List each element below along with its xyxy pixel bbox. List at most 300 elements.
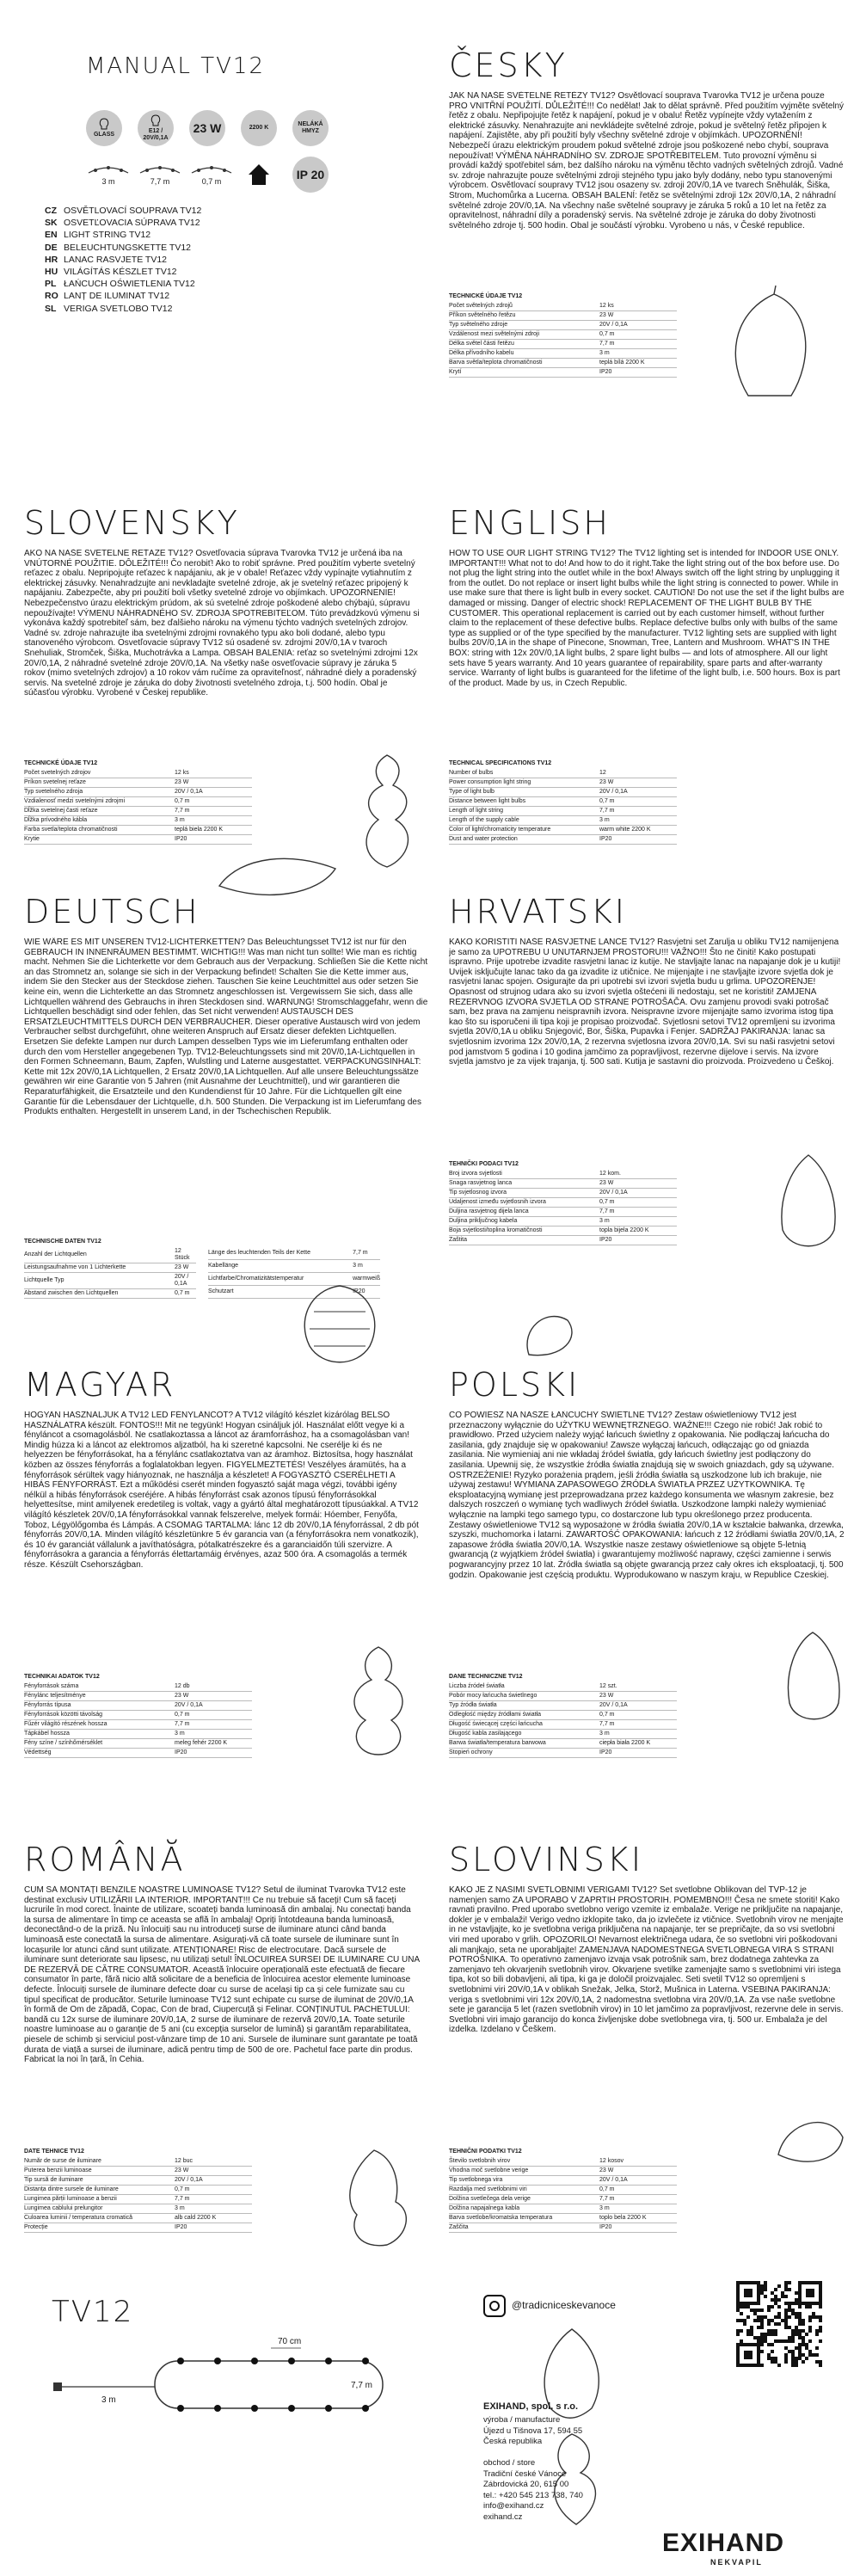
qr-module (771, 2329, 774, 2333)
bulb-illustration (340, 747, 434, 876)
spec-label: Odległość między źródłami światła (449, 1711, 599, 1720)
language-label: LANAC RASVJETE TV12 (64, 254, 168, 265)
language-item (45, 278, 201, 290)
qr-module (777, 2312, 781, 2315)
language-code: CZ (45, 206, 57, 216)
section-en (449, 506, 845, 845)
qr-module (784, 2319, 788, 2322)
spec-label: Vhodna moč svetlobne verige (449, 2167, 599, 2176)
qr-module (764, 2281, 767, 2284)
spec-label: Broj izvora svjetlosti (449, 1170, 599, 1179)
qr-module (798, 2353, 802, 2357)
spec-label: Védettség (24, 1749, 175, 1758)
qr-module (740, 2319, 743, 2322)
language-label: OSVETĽOVACIA SÚPRAVA TV12 (64, 218, 200, 229)
qr-module (795, 2315, 798, 2319)
spec-label: Príkon svetelnej reťaze (24, 778, 175, 788)
qr-module (815, 2329, 819, 2333)
qr-module (771, 2357, 774, 2360)
bulb-dot (362, 2358, 369, 2364)
language-label: ŁAŃCUCH OŚWIETLENIA TV12 (64, 279, 195, 290)
chain-length (138, 157, 182, 193)
qr-module (771, 2291, 774, 2295)
address-line: info@exihand.cz (483, 2501, 544, 2511)
qr-module (764, 2288, 767, 2291)
qr-module (819, 2364, 822, 2367)
qr-module (798, 2312, 802, 2315)
qr-module (795, 2291, 798, 2295)
qr-module (764, 2315, 767, 2319)
spec-row (24, 2157, 252, 2167)
qr-module (767, 2357, 771, 2360)
spec-label: Pobór mocy łańcucha świetlnego (449, 1692, 599, 1701)
spec-label: Tip svjetlosnog izvora (449, 1189, 599, 1198)
spec-row (24, 2204, 252, 2214)
spec-value: 23 W (599, 2167, 677, 2176)
spec-value: warm white 2200 K (599, 826, 677, 835)
qr-module (753, 2319, 757, 2322)
instagram-handle[interactable]: @tradicniceskevanoce (512, 2299, 616, 2311)
language-item (45, 266, 201, 278)
qr-module (784, 2295, 788, 2298)
spec-value: 23 W (175, 778, 252, 788)
address-line: výroba / manufacture (483, 2415, 561, 2425)
qr-module (760, 2288, 764, 2291)
spec-value: teplá biela 2200 K (175, 826, 252, 835)
spec-label: Typ źródła światła (449, 1701, 599, 1711)
icon-label: 0,7 m (201, 177, 222, 186)
spec-row (449, 816, 677, 826)
qr-module (764, 2333, 767, 2336)
address-line: exihand.cz (483, 2511, 523, 2522)
spec-label: Dĺžka svetelnej časti reťaze (24, 807, 175, 816)
spec-row (449, 2195, 677, 2204)
qr-module (808, 2305, 812, 2309)
qr-module (795, 2312, 798, 2315)
section-de (24, 895, 428, 1299)
spec-row (449, 1189, 677, 1198)
spec-row (24, 2214, 252, 2223)
qr-module (760, 2319, 764, 2322)
qr-module (791, 2360, 795, 2364)
bulb-dot (288, 2358, 295, 2364)
spec-value: 3 m (599, 2204, 677, 2214)
spec-label: Dolžina napajalnega kabla (449, 2204, 599, 2214)
spec-value: 7,7 m (599, 1208, 677, 1217)
qr-module (808, 2326, 812, 2329)
section-title: DEUTSCH (24, 893, 200, 931)
spec-row (449, 788, 677, 797)
bulb-dot (251, 2405, 258, 2412)
power-badge (189, 110, 225, 146)
qr-module (760, 2343, 764, 2346)
qr-module (757, 2336, 760, 2339)
qr-module (795, 2357, 798, 2360)
qr-module (760, 2364, 764, 2367)
qr-module (777, 2339, 781, 2343)
qr-module (795, 2329, 798, 2333)
qr-module (753, 2312, 757, 2315)
table-title: TEHNIČKI PODACI TV12 (449, 1161, 519, 1167)
qr-module (784, 2357, 788, 2360)
cable-length (86, 157, 131, 193)
icon-label: E12 / 20V/0,1A (143, 128, 169, 141)
spec-value: 12 (599, 769, 677, 778)
qr-module (798, 2333, 802, 2336)
spec-label: Vzdialenosť medzi svetelnými zdrojmi (24, 797, 175, 807)
language-label: LIGHT STRING TV12 (64, 230, 151, 241)
qr-module (781, 2295, 784, 2298)
spec-value: 20V / 0,1A (175, 2176, 252, 2186)
spec-label: Barwa światła/temperatura barwowa (449, 1739, 599, 1749)
spec-label: Abstand zwischen den Lichtquellen (24, 1289, 175, 1299)
spec-value: IP20 (175, 1749, 252, 1758)
spec-label: Liczba źródeł światła (449, 1682, 599, 1692)
qr-module (740, 2312, 743, 2315)
qr-module (802, 2322, 805, 2326)
qr-module (764, 2284, 767, 2288)
qr-module (767, 2343, 771, 2346)
spec-label: Duljina rasvjetnog dijela lanca (449, 1208, 599, 1217)
spec-table (449, 1170, 677, 1245)
spec-row (24, 1289, 196, 1299)
spec-label: Farba svetla/teplota chromatičnosti (24, 826, 175, 835)
qr-module (791, 2364, 795, 2367)
spec-label: Lichtquelle Typ (24, 1273, 175, 1289)
qr-module (743, 2319, 746, 2322)
qr-module (798, 2350, 802, 2353)
spacing-label: 70 cm (278, 2337, 302, 2346)
qr-module (805, 2333, 808, 2336)
qr-module (798, 2346, 802, 2350)
spec-label: Color of light/chromaticity temperature (449, 826, 599, 835)
qr-finder-center (806, 2289, 814, 2297)
spec-table (24, 1247, 196, 1299)
qr-module (784, 2281, 788, 2284)
spec-row (24, 816, 252, 826)
spec-value: 20V / 0,1A (175, 788, 252, 797)
spec-value: 0,7 m (175, 2186, 252, 2195)
qr-module (750, 2309, 753, 2312)
qr-module (743, 2305, 746, 2309)
spec-label: Število svetlobnih virov (449, 2157, 599, 2167)
qr-module (753, 2336, 757, 2339)
spec-row (449, 1170, 677, 1179)
qr-module (791, 2329, 795, 2333)
language-code: PL (45, 279, 57, 290)
spec-value: 3 m (599, 816, 677, 826)
language-item (45, 205, 201, 217)
spec-row (24, 1749, 252, 1758)
spec-row (449, 2186, 677, 2195)
qr-code-icon[interactable] (736, 2281, 822, 2367)
qr-module (740, 2305, 743, 2309)
qr-module (746, 2329, 750, 2333)
spec-label: Délka světel části řetězu (449, 340, 599, 349)
house-icon (241, 157, 277, 193)
spec-value: 23 W (599, 1179, 677, 1189)
spec-value: 0,7 m (175, 1711, 252, 1720)
spec-value: 12 Stück (175, 1247, 196, 1263)
bulb-dot (325, 2358, 332, 2364)
qr-module (815, 2346, 819, 2350)
qr-module (795, 2302, 798, 2305)
language-code: SL (45, 303, 57, 314)
spec-table (449, 302, 677, 378)
icon-label: IP 20 (296, 168, 325, 181)
spec-value: 23 W (599, 1692, 677, 1701)
spec-row (24, 769, 252, 778)
spec-value: 7,7 m (353, 1247, 380, 1259)
qr-module (798, 2305, 802, 2309)
watt-bulb-icon-badge (138, 110, 174, 146)
spec-label: Długość świecącej części łańcucha (449, 1720, 599, 1730)
spec-value: 7,7 m (599, 2195, 677, 2204)
qr-module (757, 2326, 760, 2329)
spec-row (449, 302, 677, 311)
address-line: Újezd u Tišnova 17, 594 55 (483, 2425, 583, 2436)
spec-row (449, 349, 677, 359)
qr-module (795, 2346, 798, 2350)
spec-value: meleg fehér 2200 K (175, 1739, 252, 1749)
spec-label: Fény színe / színhőmérséklet (24, 1739, 175, 1749)
spec-label: Typ světelného zdroje (449, 321, 599, 330)
qr-module (767, 2309, 771, 2312)
icon-label: 3 m (101, 177, 115, 186)
language-label: BELEUCHTUNGSKETTE TV12 (64, 242, 192, 253)
qr-module (774, 2295, 777, 2298)
qr-module (774, 2302, 777, 2305)
qr-module (774, 2298, 777, 2302)
spec-label: Barva svetlobe/kromatska temperatura (449, 2214, 599, 2223)
qr-module (791, 2353, 795, 2357)
qr-module (760, 2291, 764, 2295)
spec-label: Udaljenost između svjetlosnih izvora (449, 1198, 599, 1208)
spec-label: Lungimea cablului prelungitor (24, 2204, 175, 2214)
section-title: MAGYAR (24, 1366, 176, 1404)
qr-module (746, 2333, 750, 2336)
spec-row (449, 1227, 677, 1236)
spec-table (449, 769, 677, 845)
qr-module (819, 2315, 822, 2319)
no-insects-badge (292, 110, 329, 146)
spec-row (24, 1720, 252, 1730)
qr-module (774, 2360, 777, 2364)
spec-value: 7,7 m (599, 340, 677, 349)
qr-module (788, 2288, 791, 2291)
bulb-dot (325, 2405, 332, 2412)
qr-module (791, 2350, 795, 2353)
spec-row (24, 2195, 252, 2204)
qr-module (757, 2315, 760, 2319)
diagram-title: TV12 (52, 2295, 134, 2329)
qr-module (798, 2315, 802, 2319)
language-label: VILÁGÍTÁS KÉSZLET TV12 (64, 267, 177, 278)
spec-value: 23 W (175, 2167, 252, 2176)
qr-module (784, 2312, 788, 2315)
qr-module (784, 2360, 788, 2364)
qr-module (808, 2339, 812, 2343)
qr-module (760, 2322, 764, 2326)
address-line: obchod / store (483, 2458, 536, 2468)
qr-module (802, 2329, 805, 2333)
language-code: RO (45, 291, 58, 302)
section-title: ČESKY (449, 46, 568, 84)
spec-row (24, 2186, 252, 2195)
table-title: TECHNICAL SPECIFICATIONS TV12 (449, 760, 552, 766)
qr-module (784, 2346, 788, 2350)
qr-module (798, 2343, 802, 2346)
qr-finder-center (744, 2351, 752, 2359)
spec-row (24, 807, 252, 816)
spec-label: Power consumption light string (449, 778, 599, 788)
language-item (45, 290, 201, 302)
bulb-dot (362, 2405, 369, 2412)
spec-row (449, 2157, 677, 2167)
table-title: DANE TECHNICZNE TV12 (449, 1674, 523, 1680)
address-line: Zábrdovická 20, 615 00 (483, 2480, 569, 2490)
spec-label: Boja svjetlosti/toplina kromatičnosti (449, 1227, 599, 1236)
spec-value: teplá bílá 2200 K (599, 359, 677, 368)
language-code: DE (45, 242, 58, 253)
spec-label: Stopień ochrony (449, 1749, 599, 1758)
qr-module (774, 2288, 777, 2291)
bulb-illustration (516, 1303, 585, 1363)
qr-module (736, 2319, 740, 2322)
bulb-illustration (774, 1626, 851, 1737)
qr-module (736, 2329, 740, 2333)
spec-value: 23 W (175, 1263, 196, 1273)
spec-value: 0,7 m (599, 330, 677, 340)
spec-label: Tip sursă de iluminare (24, 2176, 175, 2186)
spec-value: IP20 (599, 368, 677, 378)
spec-label: Dĺžka prívodného kábla (24, 816, 175, 826)
bulb-dot (214, 2358, 221, 2364)
qr-module (819, 2339, 822, 2343)
spec-row (449, 368, 677, 378)
qr-module (802, 2343, 805, 2346)
qr-module (777, 2315, 781, 2319)
qr-module (805, 2305, 808, 2309)
bulb-dot (177, 2358, 184, 2364)
exihand-logo-sub: NEKVAPIL (710, 2558, 763, 2567)
spec-row (449, 1701, 677, 1711)
qr-module (788, 2281, 791, 2284)
qr-module (774, 2357, 777, 2360)
address-line: tel.: +420 545 213 738, 740 (483, 2490, 583, 2500)
spec-label: Zaštita (449, 1236, 599, 1245)
qr-module (802, 2336, 805, 2339)
qr-module (784, 2339, 788, 2343)
spec-row (449, 826, 677, 835)
spec-label: Culoarea luminii / temperatura cromatică (24, 2214, 175, 2223)
qr-module (781, 2319, 784, 2322)
qr-module (802, 2360, 805, 2364)
spec-value: 7,7 m (175, 807, 252, 816)
language-list (45, 205, 201, 315)
qr-module (781, 2291, 784, 2295)
section-title: HRVATSKI (449, 893, 627, 931)
spec-value: 23 W (175, 1692, 252, 1701)
spec-label: Dolžina svetlečega dela verige (449, 2195, 599, 2204)
spec-value: IP20 (599, 1236, 677, 1245)
spec-label: Length of light string (449, 807, 599, 816)
company-name: EXIHAND, spol. s r.o. (483, 2401, 579, 2412)
spec-row (449, 797, 677, 807)
qr-module (740, 2329, 743, 2333)
spec-label: Length of the supply cable (449, 816, 599, 826)
spec-value: IP20 (599, 835, 677, 845)
section-text: HOGYAN HASZNÁLJUK A TV12 LED FÉNYLÁNCOT? A TV12 világító készlet kizárólag BELSŐ HASZNÁLATRA készült. FONTOS!!! Mit ne tegyünk! Hogyan csináljuk jól. Használat előtt vegye ki a fényláncot a csomagolásból. Ne csatlakoztassa a láncot az áramforráshoz, ha a csomagolásban van! Mindig húzza ki a láncot az elektromos aljzatból, ha ki szeretné kapcsolni. Ne cserélje ki és ne helyezzen be fényforrásokat, ha a fénylánc csatlakoztatva van az áramhoz. Biztosítsa, hogy használat közben az összes fényforrás a foglalatokban legyen. FIGYELMEZTETÉS! Veszélyes áramütés, ha a fényforrások sérültek vagy hiányoznak, ne használja a készletet! A FOGYASZTÓ CSERÉLHETI A HIBÁS FÉNYFORRÁST. Ezt a működési cserét minden fogyasztó saját maga végzi, további igény nélkül a hibás fényforrások cseréjére. A hibás fényforrást csak azonos típusú fényforrásokkal helyettesítse, mint amilyenek eredetileg is voltak, vagy a gyártó által meghatározott típusúakkal. A TV12 világító készletek 20V/0,1A fényforrásokkal vannak felszerelve, melyek formái: Hóember, Fenyőfa, Toboz, Légyölőgomba és Lámpás. A CSOMAG TARTALMA: lánc 12 db 20V/0,1A fényforrással, 2 db pót fényforrás 20V/0,1A. Minden világító készletünkre 5 év garancia van (a fényforrásokra nem vonatkozik), és 10 év garanciát vállalunk a javíthatóságra, pótalkatrészekre és a garanciaidőn túli szervizre. A fényforrásokra a garancia a fényforrás élettartamáig érvényes, azaz 500 óra. A csomagolás a termék része. Készült Csehországban. (24, 1411, 419, 1570)
qr-module (798, 2357, 802, 2360)
qr-module (774, 2322, 777, 2326)
qr-module (795, 2326, 798, 2329)
qr-module (784, 2302, 788, 2305)
section-title: SLOVINSKI (449, 1841, 644, 1878)
qr-module (791, 2312, 795, 2315)
spec-row (449, 311, 677, 321)
spec-row (24, 1730, 252, 1739)
qr-module (788, 2309, 791, 2312)
language-item (45, 303, 201, 315)
section-text: KAKO JE Z NAŠIMI SVETLOBNIMI VERIGAMI TV12? Set svetlobne Oblikovan del TVP-12 je namenjen samo ZA UPORABO V ZAPRTIH PROSTORIH. POMEMBNO!!! Česa ne smete storiti! Kako ravnati pravilno. Pred uporabo svetlobno verigo vzemite iz embalaže. Verige ne priključite na napajanje, dokler je v embalaži! Verigo vedno izklopite tako, da jo izvlečete iz vtičnice. Svetlobnih virov ne menjajte in ne vstavljajte, ko je svetlobna veriga priključena na napajanje, ter se prepričajte, da so vsi svetlobni viri med uporabo v grlih. OPOZORILO! Nevarnost električnega udara, če so svetlobni viri poškodovani ali manjkajo, seta ne uporabljajte! ZAMENJAVA NADOMESTNEGA SVETLOBNEGA VIRA S STRANI POTROŠNIKA. To operativno zamenjavo izvaja vsak potrošnik sam, brez dodatnega zahtevka za zamenjavo teh okvarjenih svetlobnih virov. Okvarjene svetilke zamenjajte samo s svetlobnimi viri istega tipa, kot so bili dobavljeni, ali tipa, ki ga je določil proizvajalec. Seti svetil TV12 so opremljeni s svetlobnimi viri 20V/0,1A v oblikah Snežak, Jelka, Storž, Mušnica in Laterna. VSEBINA PAKIRANJA: veriga s svetlobnimi viri 12x 20V/0,1A, 2 nadomestna svetlobna vira 20V/0,1A. Za vse naše svetlobne sete je garancija 5 let (razen svetlobnih virov) in 10 let jamčimo za popravljivost, rezervne dele in servis. Svetlobni viri imajo garancijo do konca življenjske dobe svetlobnega vira, tj. 500 ur. Embalaža je del izdelka. Izdelano v Češkem. (449, 1885, 844, 2035)
qr-module (760, 2336, 764, 2339)
qr-module (760, 2315, 764, 2319)
qr-module (812, 2312, 815, 2315)
table-title: TEHNIČNI PODATKI TV12 (449, 2149, 522, 2155)
spec-value: topla bijela 2200 K (599, 1227, 677, 1236)
spec-row (449, 321, 677, 330)
spec-value: 3 m (353, 1259, 380, 1272)
qr-module (788, 2315, 791, 2319)
spec-value: IP20 (175, 2223, 252, 2233)
icon-label: NELÁKÁ HMYZ (298, 121, 323, 134)
qr-module (771, 2305, 774, 2309)
spec-row (24, 826, 252, 835)
spec-label: Duljina priključnog kabela (449, 1217, 599, 1227)
language-code: SK (45, 218, 58, 229)
qr-module (819, 2360, 822, 2364)
spec-label: Lungimea părții luminoase a benzii (24, 2195, 175, 2204)
qr-module (777, 2364, 781, 2367)
spec-value: 20V / 0,1A (599, 788, 677, 797)
qr-module (760, 2339, 764, 2343)
bulb-illustration (722, 284, 817, 404)
qr-module (774, 2329, 777, 2333)
spec-value: IP20 (175, 835, 252, 845)
qr-module (736, 2333, 740, 2336)
qr-module (791, 2302, 795, 2305)
spec-row (208, 1247, 380, 1259)
cable-label: 3 m (101, 2395, 116, 2405)
spec-row (24, 1247, 196, 1263)
length-label: 7,7 m (351, 2381, 373, 2390)
qr-module (767, 2305, 771, 2309)
qr-module (750, 2333, 753, 2336)
qr-module (771, 2343, 774, 2346)
qr-module (798, 2322, 802, 2326)
spec-label: Barva světla/teplota chromatičnosti (449, 359, 599, 368)
spec-row (449, 2167, 677, 2176)
spec-value: 3 m (175, 1730, 252, 1739)
spec-label: Type of light bulb (449, 788, 599, 797)
qr-module (774, 2339, 777, 2343)
spec-label: Długość kabla zasilającego (449, 1730, 599, 1739)
qr-module (760, 2333, 764, 2336)
spec-label: Kabellänge (208, 1259, 353, 1272)
qr-module (764, 2336, 767, 2339)
qr-module (798, 2329, 802, 2333)
